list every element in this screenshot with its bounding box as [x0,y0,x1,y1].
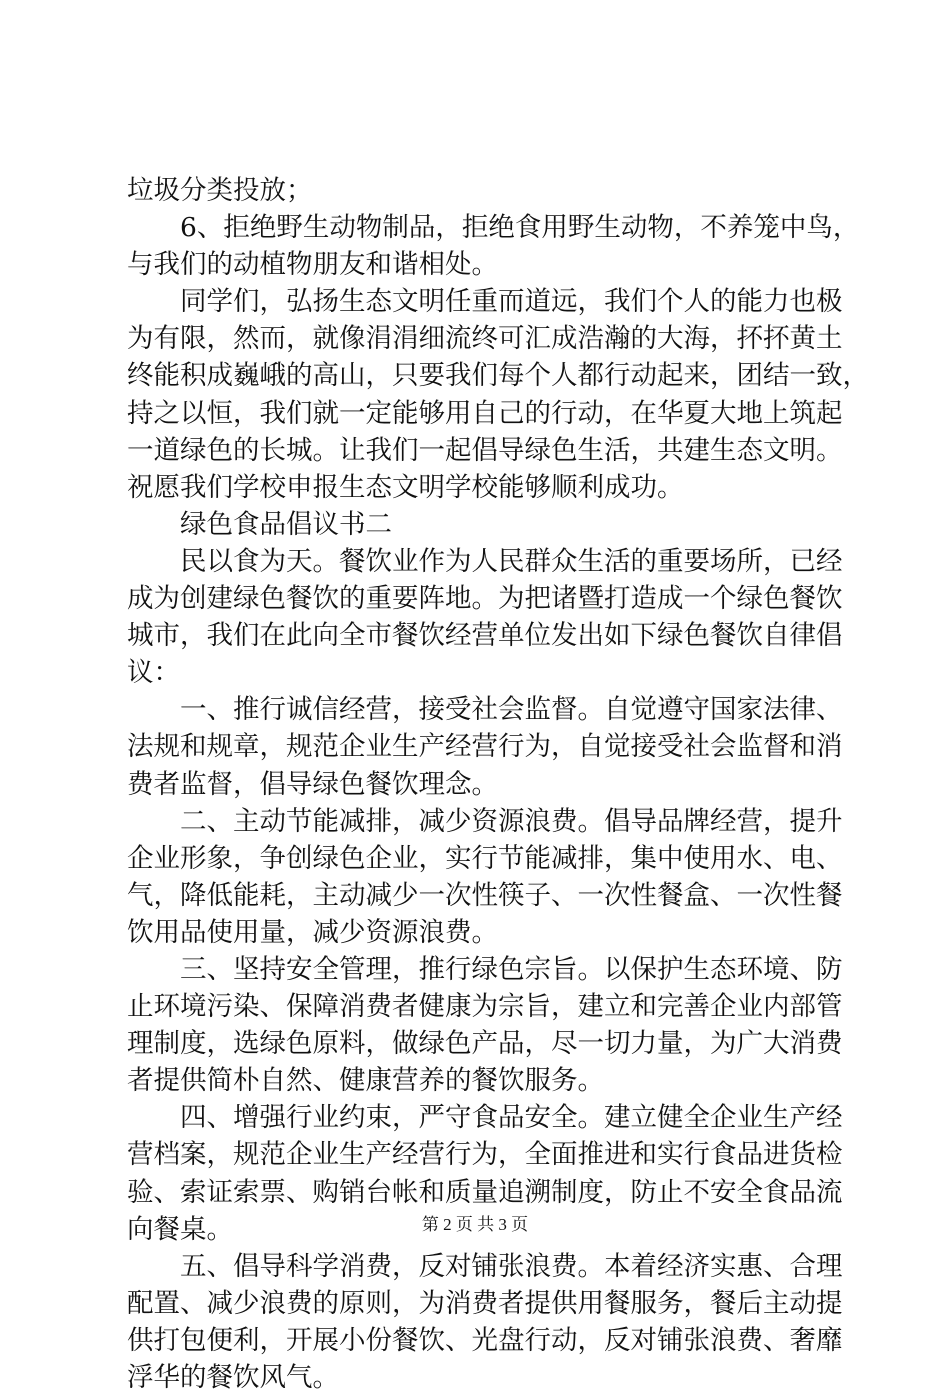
text-line: 者提供简朴自然、健康营养的餐饮服务。 [127,1065,604,1097]
text-line: 祝愿我们学校申报生态文明学校能够顺利成功。 [127,471,684,503]
text-line: 浮华的餐饮风气。 [127,1362,339,1393]
text-line: 终能积成巍峨的高山，只要我们每个人都行动起来，团结一致， [127,360,869,392]
text-line: 城市，我们在此向全市餐饮经营单位发出如下绿色餐饮自律倡 [127,620,843,652]
text-line: 民以食为天。餐饮业作为人民群众生活的重要场所，已经 [127,545,843,577]
page-number-label: 第 2 页 共 3 页 [421,1215,529,1234]
text-line: 议： [127,657,180,689]
text-line: 6、拒绝野生动物制品，拒绝食用野生动物，不养笼中鸟， [127,212,860,244]
text-line: 持之以恒，我们就一定能够用自己的行动，在华夏大地上筑起 [127,397,843,429]
text-line: 一、推行诚信经营，接受社会监督。自觉遵守国家法律、 [127,694,843,726]
text-line: 同学们，弘扬生态文明任重而道远，我们个人的能力也极 [127,286,843,318]
page-footer [0,1214,950,1236]
text-line: 饮用品使用量，减少资源浪费。 [127,916,498,948]
text-line: 向餐桌。 [127,1213,233,1245]
text-line: 五、倡导科学消费，反对铺张浪费。本着经济实惠、合理 [127,1250,843,1282]
text-line: 与我们的动植物朋友和谐相处。 [127,249,498,281]
text-line: 为有限，然而，就像涓涓细流终可汇成浩瀚的大海，抔抔黄土 [127,323,843,355]
text-line: 企业形象，争创绿色企业，实行节能减排，集中使用水、电、 [127,842,843,874]
text-line: 供打包便利，开展小份餐饮、光盘行动，反对铺张浪费、奢靡 [127,1324,843,1356]
text-line: 理制度，选绿色原料，做绿色产品，尽一切力量，为广大消费 [127,1028,843,1060]
text-line: 四、增强行业约束，严守食品安全。建立健全企业生产经 [127,1102,843,1134]
section-heading: 绿色食品倡议书二 [127,508,392,540]
text-line: 费者监督，倡导绿色餐饮理念。 [127,768,498,800]
text-line: 配置、减少浪费的原则，为消费者提供用餐服务，餐后主动提 [127,1287,843,1319]
text-line: 垃圾分类投放； [127,175,313,206]
text-line: 二、主动节能减排，减少资源浪费。倡导品牌经营，提升 [127,805,843,837]
text-line: 一道绿色的长城。让我们一起倡导绿色生活，共建生态文明。 [127,434,843,466]
text-line: 止环境污染、保障消费者健康为宗旨，建立和完善企业内部管 [127,991,843,1023]
text-line: 营档案，规范企业生产经营行为，全面推进和实行食品进货检 [127,1139,843,1171]
text-line: 法规和规章，规范企业生产经营行为，自觉接受社会监督和消 [127,731,843,763]
text-line: 验、索证索票、购销台帐和质量追溯制度，防止不安全食品流 [127,1176,843,1208]
body-text [127,172,869,1396]
text-line: 成为创建绿色餐饮的重要阵地。为把诸暨打造成一个绿色餐饮 [127,583,843,615]
text-line: 气，降低能耗，主动减少一次性筷子、一次性餐盒、一次性餐 [127,879,843,911]
text-line: 三、坚持安全管理，推行绿色宗旨。以保护生态环境、防 [127,953,843,985]
